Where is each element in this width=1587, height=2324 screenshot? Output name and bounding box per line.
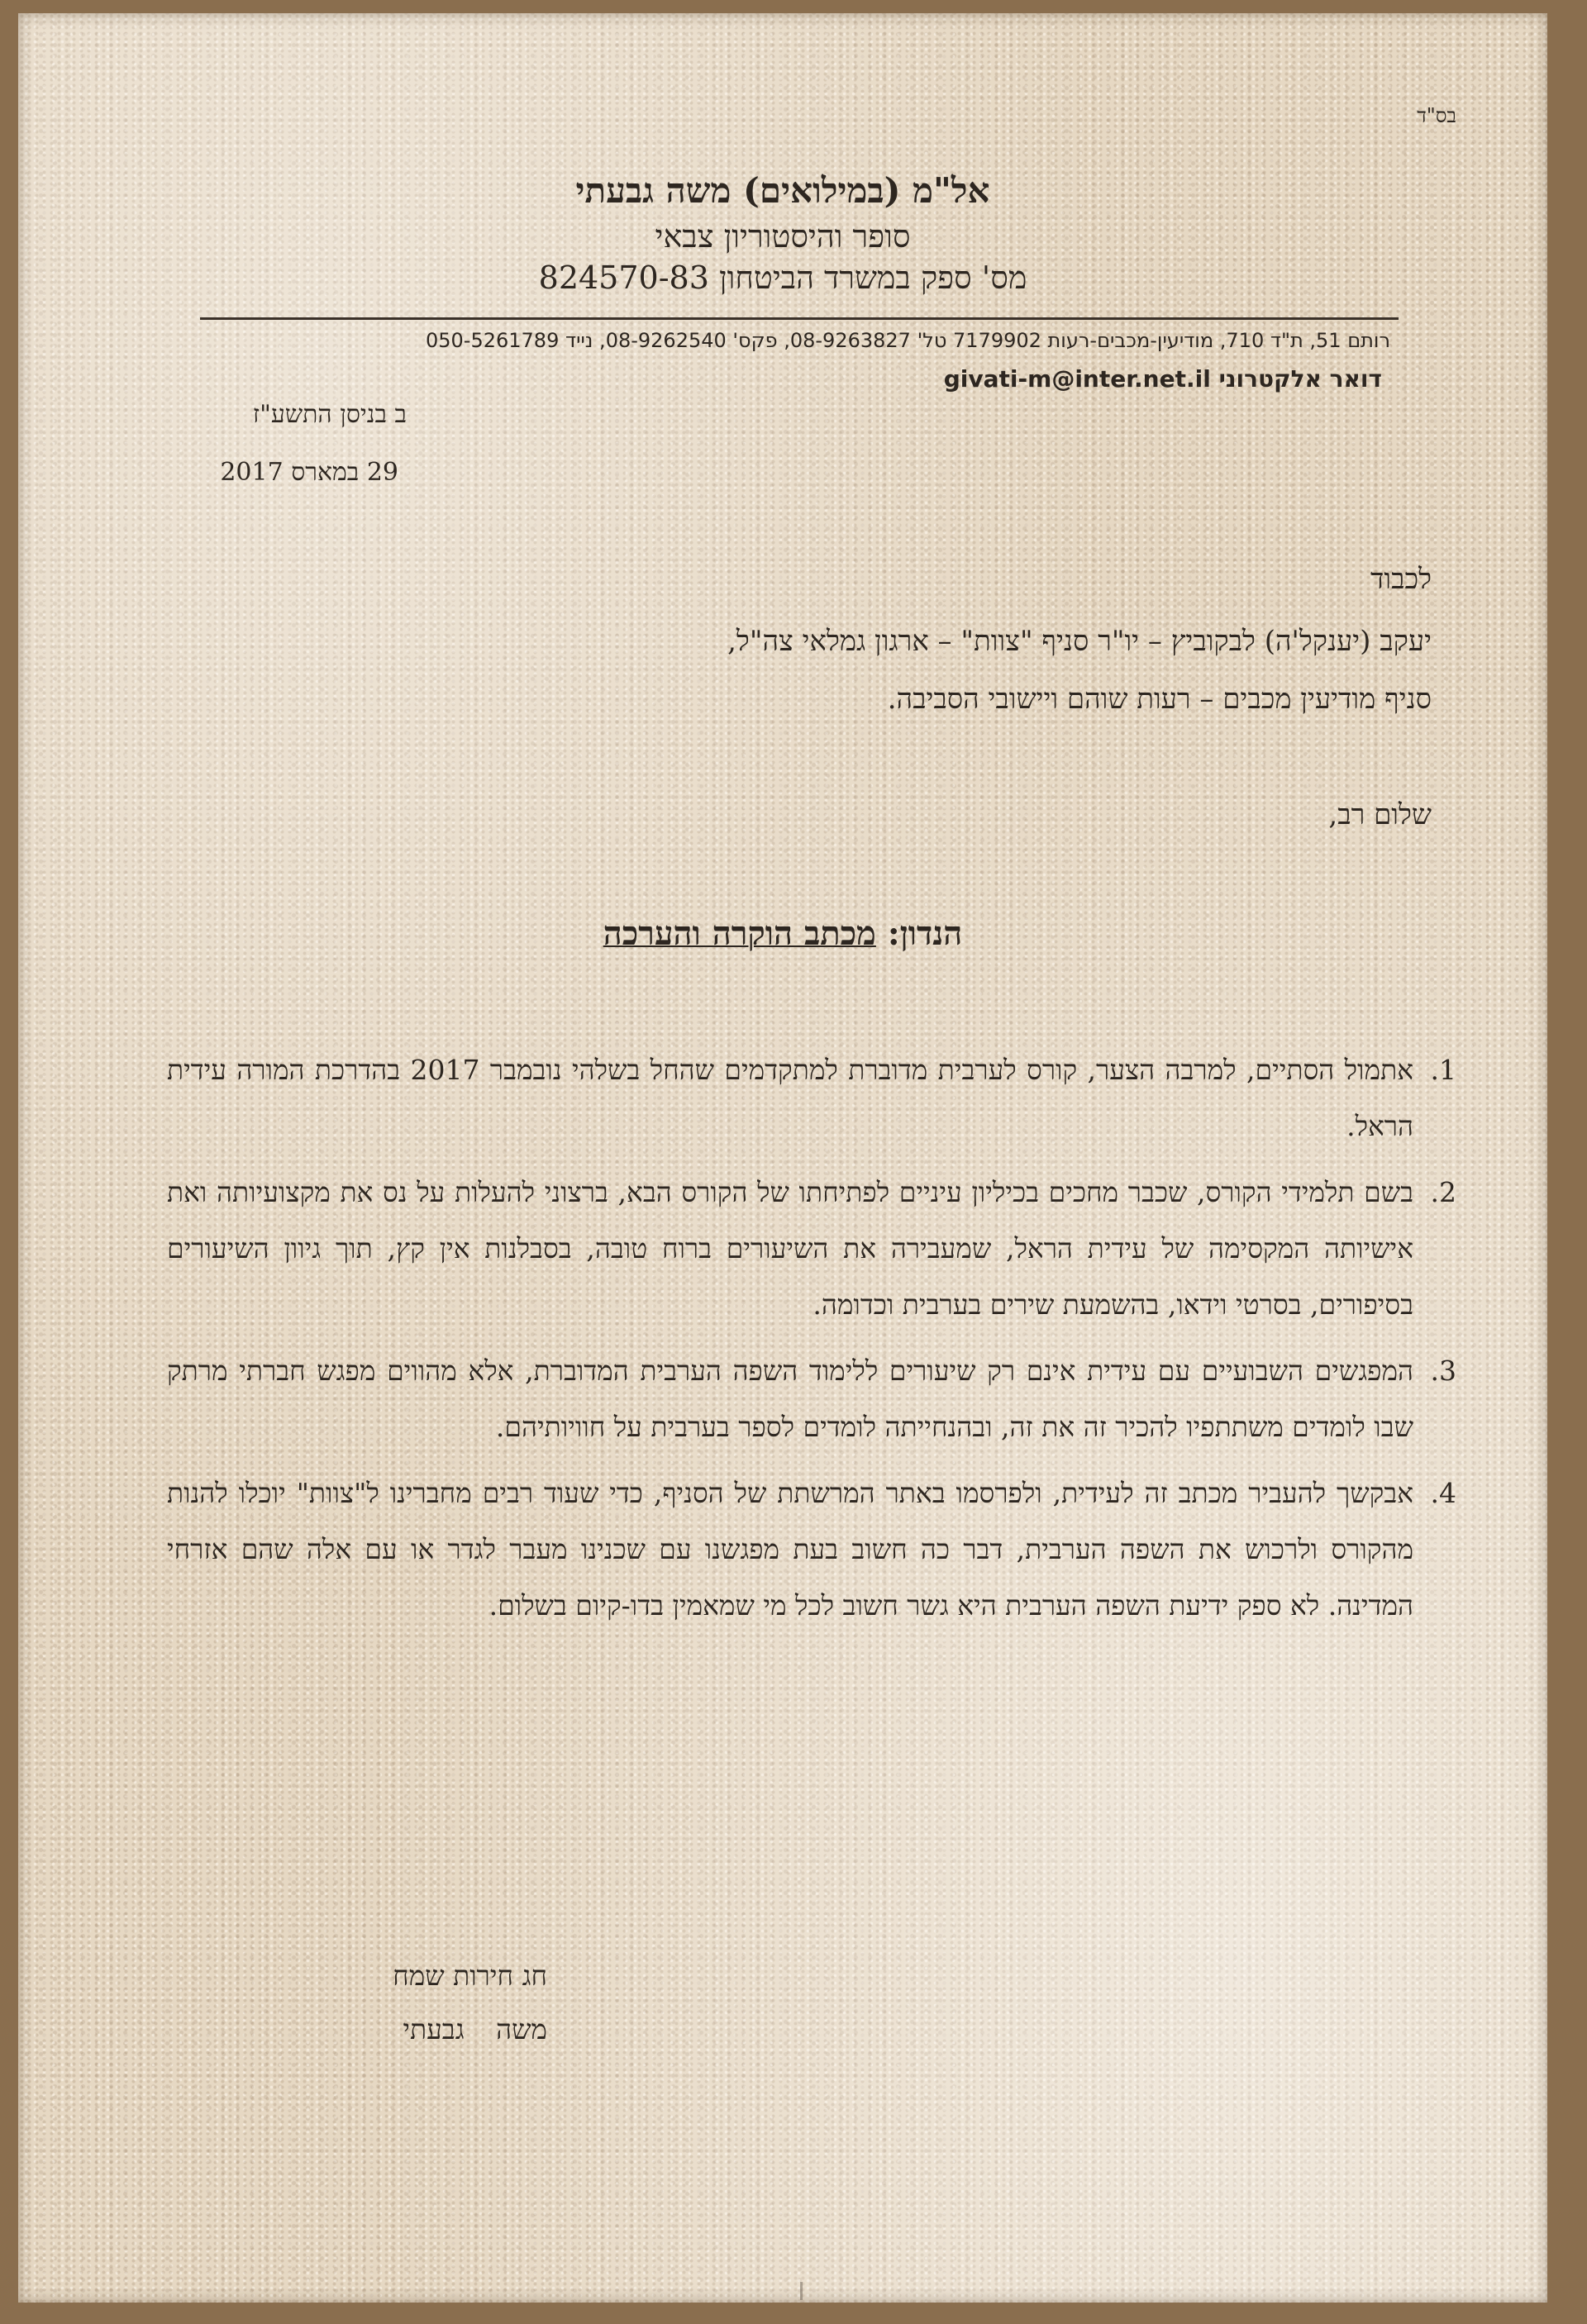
paragraph-number: 4. [1430,1477,1456,1509]
closing-greeting: חג חירות שמח [393,1960,547,1992]
paragraph [167,1465,1456,1634]
paragraph-number: 1. [1430,1054,1456,1086]
recipient-line-2: סניף מודיעין מכבים – רעות שוהם ויישובי הסביבה. [887,683,1432,716]
recipient-label: לכבוד [1370,563,1432,596]
paragraph-number: 2. [1430,1176,1456,1208]
bsd-mark: בס"ד [1417,104,1456,127]
letterhead-title: סופר והיסטוריון צבאי [655,218,911,255]
paragraph-text: אבקשך להעביר מכתב זה לעידית, ולפרסמו באתר המרשתת של הסניף, כדי שעוד רבים מחברינו ל"צוות" יוכלו להנות מהקורס ולרכוש את השפה הערבית, דבר כה חשוב בעת מפגשנו עם שכנינו מעבר לגדר או עם אלה שהם אזרחי המדינה. לא ספק ידיעת השפה הערבית היא גשר חשוב לכל מי שמאמין בדו-קיום בשלום. [167,1477,1414,1622]
letterhead-divider [200,317,1399,320]
paragraph [167,1343,1456,1455]
letterhead-name: אל"מ (במילואים) משה גבעתי [575,170,990,211]
subject-label: הנדון: [887,914,963,953]
paragraph-number: 3. [1430,1355,1456,1387]
letterhead-email: דואר אלקטרוני givati-m@inter.net.il [943,365,1382,393]
paragraph-text: בשם תלמידי הקורס, שכבר מחכים בכיליון עיניים לפתיחתו של הקורס הבא, ברצוני להעלות על נס את מקצועיותה ואת אישיותה המקסימה של עידית הראל, שמעבירה את השיעורים ברוח טובה, בסבלנות אין קץ, תוך גיוון השיעורים בסיפורים, בסרטי וידאו, בהשמעת שירים בערבית וכדומה. [167,1176,1413,1321]
paragraph [167,1042,1456,1155]
letterhead-contact-details: רותם 51, ת"ד 710, מודיעין-מכבים-רעות 7179902 טל' 08-9263827, פקס' 08-9262540, נייד 050-5261789 [425,329,1390,352]
paragraph-text: אתמול הסתיים, למרבה הצער, קורס לערבית מדוברת למתקדמים שהחל בשלהי נובמבר 2017 בהדרכת המורה עידית הראל. [167,1054,1413,1142]
paragraph-text: המפגשים השבועיים עם עידית אינם רק שיעורים ללימוד השפה הערבית המדוברת, אלא מהווים מפגש חברתי מרתק שבו לומדים משתתפיו להכיר זה את זה, ובהנחייתה לומדים לספר בערבית על חוויותיהם. [167,1355,1413,1443]
bottom-mark [800,2282,803,2300]
date-gregorian: 29 במארס 2017 [220,458,398,487]
subject-line [18,914,1547,953]
letterhead-supplier-number: מס' ספק במשרד הביטחון 824570-83 [538,260,1027,296]
letter-page [18,13,1547,2303]
date-hebrew: ב בניסן התשע"ז [252,400,407,429]
body-paragraphs [167,1042,1456,1644]
signature-name: משה גבעתי [403,2013,547,2045]
paragraph [167,1164,1456,1333]
greeting: שלום רב, [1328,798,1432,831]
recipient-line-1: יעקב (יענקל'ה) לבקוביץ – יו"ר סניף "צוות" – ארגון גמלאי צה"ל, [727,625,1432,658]
subject-text: מכתב הוקרה והערכה [603,914,876,953]
